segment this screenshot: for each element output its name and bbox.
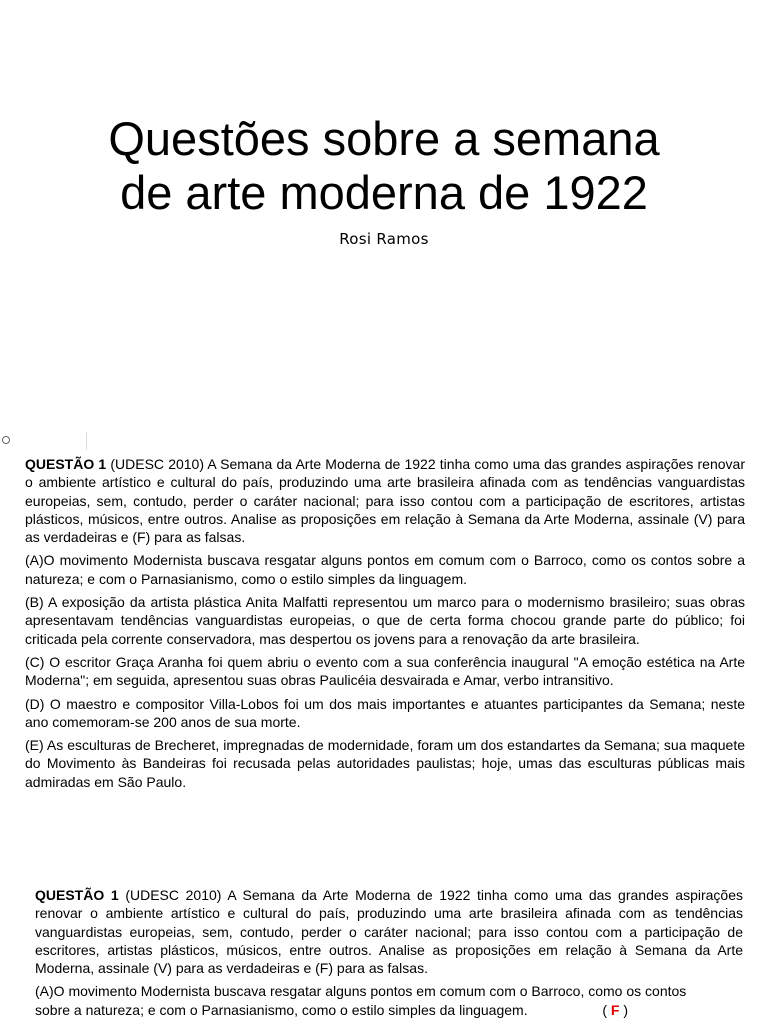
answer-close: ) [619,1001,628,1018]
answer-letter: F [610,1001,620,1018]
answer-open: ( [602,1001,611,1018]
option-a-line-2-row [35,1001,743,1019]
option-c: (C) O escritor Graça Aranha foi quem abriu o evento com a sua conferência inaugural "A emoção estética na Arte Moderna"; em seguida, apresentou suas obras Paulicéia desvairada e Amar, verbo intransitivo. [25,653,745,689]
page-divider [86,432,87,450]
question-label: QUESTÃO 1 [35,887,119,903]
option-a-line-2: sobre a natureza; e com o Parnasianismo, como o estilo simples da linguagem. [35,1001,528,1018]
option-e: (E) As esculturas de Brecheret, impregnadas de modernidade, foram um dos estandartes da Semana; sua maquete do Movimento às Bandeiras foi recusada pelas autoridades paulistas; hoje, umas das esculturas públicas mais admiradas em São Paulo. [25,737,745,790]
question-text: (UDESC 2010) A Semana da Arte Moderna de 1922 tinha como uma das grandes aspirações renovar o ambiente artístico e cultural do país, produzindo uma arte brasileira afinada com as tendências vanguardistas europeias, sem, contudo, perder o caráter nacional; para isso contou com a participação de escritores, artistas plásticos, músicos, entre outros. Analise as proposições em relação à Semana da Arte Moderna, assinale (V) para as verdadeiras e (F) para as falsas. [25,456,745,546]
option-d: (D) O maestro e compositor Villa-Lobos foi um dos mais importantes e atuantes participantes da Semana; neste ano comemoram-se 200 anos de sua morte. [25,695,745,730]
question-1-block [25,455,745,796]
option-a-line-1: (A)O movimento Modernista buscava resgatar alguns pontos em comum com o Barroco, como os contos [35,983,687,1000]
answer-mark [602,1001,628,1019]
question-1-repeat-block [35,886,743,1019]
author-name: Rosi Ramos [339,230,429,248]
question-label: QUESTÃO 1 [25,456,107,472]
title-line-2: de arte moderna de 1922 [120,166,648,219]
question-text: (UDESC 2010) A Semana da Arte Moderna de 1922 tinha como uma das grandes aspirações renovar o ambiente artístico e cultural do país, produzindo uma arte brasileira afinada com as tendências vanguardistas europeias, sem, contudo, perder o caráter nacional; para isso contou com a participação de escritores, artistas plásticos, músicos, entre outros. Analise as proposições em relação à Semana da Arte Moderna, assinale (V) para as verdadeiras e (F) para as falsas. [35,887,743,977]
document-title [0,112,768,220]
option-a-repeat [35,982,743,1000]
option-b: (B) A exposição da artista plástica Anita Malfatti representou um marco para o modernismo brasileiro; suas obras apresentavam tendências vanguardistas europeias, o que de certa forma chocou grande parte do público; foi criticada pela corrente conservadora, mas despertou os jovens para a renovação da arte brasileira. [25,594,745,647]
title-line-1: Questões sobre a semana [108,112,660,165]
question-1-repeat-intro [35,886,743,977]
question-1-intro [25,455,745,546]
option-a: (A)O movimento Modernista buscava resgatar alguns pontos em comum com o Barroco, como os contos sobre a natureza; e com o Parnasianismo, como o estilo simples da linguagem. [25,552,745,587]
page-bullet-icon [2,436,10,444]
